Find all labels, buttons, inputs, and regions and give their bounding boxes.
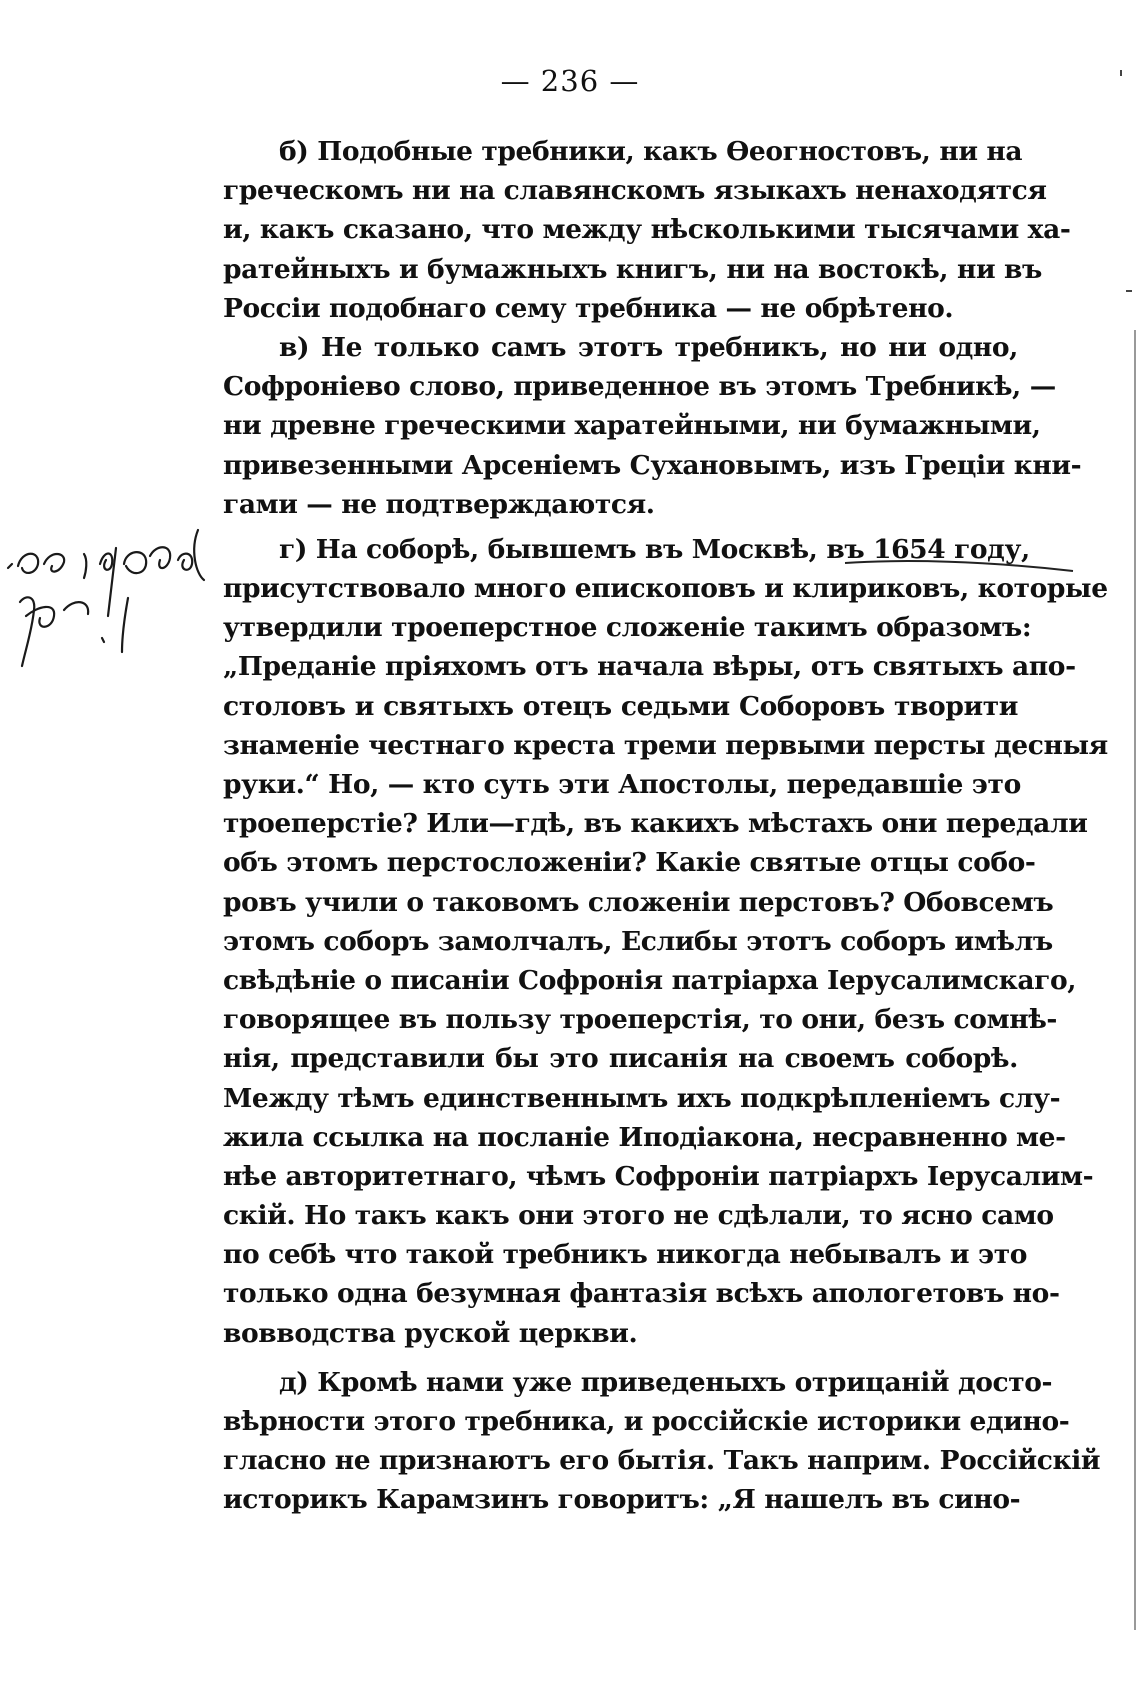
text-line: столовъ и святыхъ отецъ седьми Соборовъ творити — [223, 690, 1018, 722]
scan-edge-artifacts — [1100, 0, 1140, 1686]
text-line: привезенными Арсеніемъ Сухановымъ, изъ Греціи кни- — [223, 449, 1082, 481]
paragraph-d — [223, 1363, 1101, 1520]
text-line: утвердили троеперстное сложеніе такимъ образомъ: — [223, 612, 1032, 644]
text-line: Между тѣмъ единственнымъ ихъ подкрѣпленіемъ слу- — [223, 1082, 1061, 1114]
text-line: скій. Но такъ какъ они этого не сдѣлали, то ясно само — [223, 1200, 1054, 1232]
text-line: Софроніево слово, приведенное въ этомъ Требникѣ, — — [223, 371, 1056, 403]
text-line: руки.“ Но, — кто суть эти Апостолы, передавшіе это — [223, 769, 1021, 800]
text-line: ни древне греческими харатейными, ни бумажными, — [223, 410, 1041, 442]
paragraph-g — [223, 530, 1108, 1353]
text-line: греческомъ ни на славянскомъ языкахъ ненаходятся — [223, 175, 1047, 207]
text-line: троеперстіе? Или—гдѣ, въ какихъ мѣстахъ они передали — [223, 808, 1088, 840]
text-line: гами — не подтверждаются. — [223, 488, 655, 520]
text-line: Россіи подобнаго сему требника — не обрѣтено. — [223, 292, 954, 324]
text-line: нѣе авторитетнаго, чѣмъ Софроніи патріархъ Іерусалим- — [223, 1160, 1094, 1192]
text-line: присутствовало много епископовъ и клириковъ, которые — [223, 573, 1108, 605]
handwritten-margin-note — [0, 520, 240, 700]
text-line: г) На соборѣ, бывшемъ въ Москвѣ, въ 1654 году, — [279, 533, 1030, 565]
text-line: историкъ Карамзинъ говоритъ: „Я нашелъ въ сино- — [223, 1484, 1021, 1516]
text-line: знаменіе честнаго креста треми первыми персты десныя — [223, 729, 1108, 761]
text-line: ровъ учили о таковомъ сложеніи перстовъ? Обовсемъ — [223, 886, 1054, 918]
text-line: в) Не только самъ этотъ требникъ, но ни одно, — [279, 331, 1018, 363]
text-line: говорящее въ пользу троеперстія, то они, безъ сомнѣ- — [223, 1004, 1058, 1036]
text-line: объ этомъ перстосложеніи? Какіе святые отцы собо- — [223, 847, 1036, 879]
text-line: жила ссылка на посланіе Иподіакона, несравненно ме- — [223, 1121, 1066, 1153]
text-line: только одна безумная фантазія всѣхъ апологетовъ но- — [223, 1278, 1060, 1310]
paragraph-v — [223, 328, 1082, 524]
paragraph-b — [223, 132, 1071, 328]
text-line: гласно не признаютъ его бытія. Такъ наприм. Россійскій — [223, 1445, 1101, 1477]
page-number: — 236 — — [500, 64, 640, 98]
text-line: вовводства руской церкви. — [223, 1317, 638, 1349]
text-line: ратейныхъ и бумажныхъ книгъ, ни на востокѣ, ни въ — [223, 253, 1042, 285]
text-line: „Преданіе пріяхомъ отъ начала вѣры, отъ святыхъ апо- — [223, 651, 1076, 683]
body-text — [223, 132, 1108, 1520]
text-line: свѣдѣніе о писаніи Софронія патріарха Іерусалимскаго, — [223, 964, 1077, 996]
text-line: д) Кромѣ нами уже приведеныхъ отрицаній досто- — [279, 1366, 1053, 1398]
text-line: по себѣ что такой требникъ никогда небывалъ и это — [223, 1239, 1028, 1271]
text-line: нія, представили бы это писанія на своемъ соборѣ. — [223, 1043, 1018, 1075]
text-line: этомъ соборъ замолчалъ, Еслибы этотъ соборъ имѣлъ — [223, 925, 1053, 957]
text-line: б) Подобные требники, какъ Өеогностовъ, ни на — [279, 136, 1023, 167]
text-line: вѣрности этого требника, и россійскіе историки едино- — [223, 1406, 1070, 1437]
text-line: и, какъ сказано, что между нѣсколькими тысячами ха- — [223, 214, 1071, 246]
